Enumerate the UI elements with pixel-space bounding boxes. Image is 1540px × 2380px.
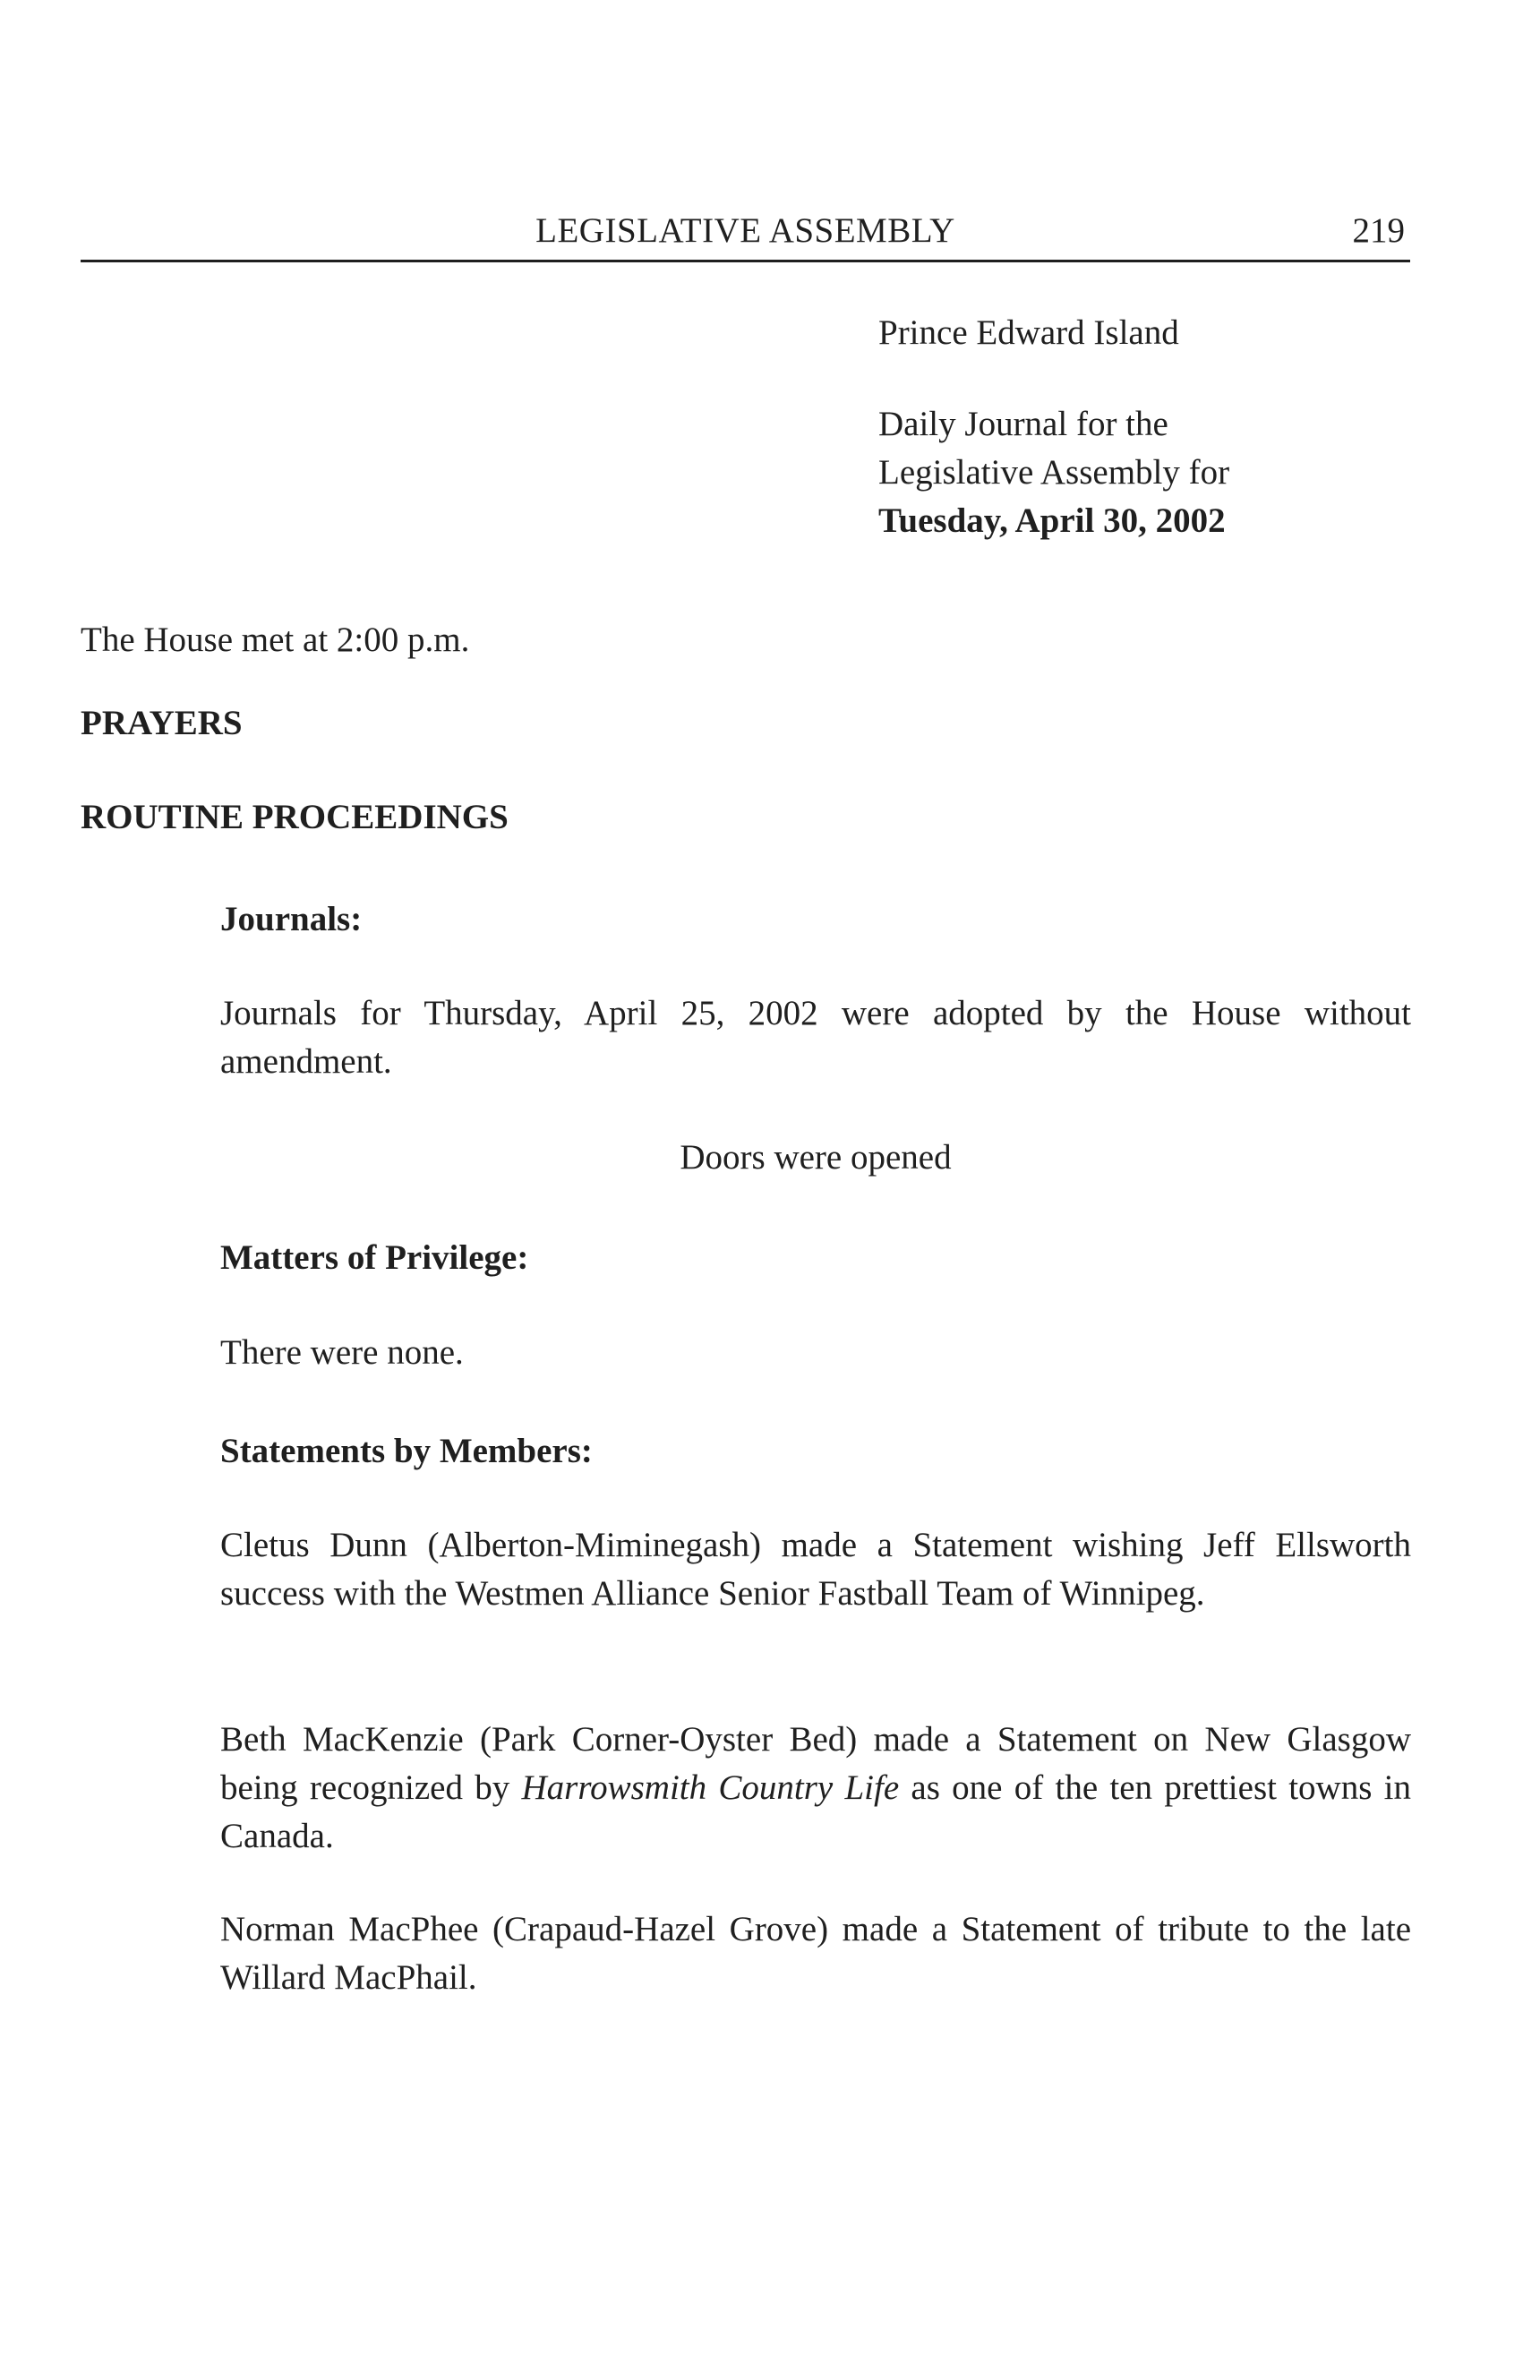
statement-text: Beth MacKenzie (Park Corner-Oyster Bed) made a Statement on New Glasgow being recognized by bbox=[220, 1720, 1411, 1807]
prayers-heading: PRAYERS bbox=[81, 704, 243, 742]
publication-title: Harrowsmith Country Life bbox=[521, 1768, 900, 1807]
statement-text: as one of the ten prettiest towns in Canada. bbox=[220, 1768, 1411, 1855]
journals-heading: Journals: bbox=[220, 900, 363, 938]
statement-item: Norman MacPhee (Crapaud-Hazel Grove) made a Statement of tribute to the late Willard MacPhail. bbox=[220, 1910, 1411, 1997]
routine-proceedings-heading: ROUTINE PROCEEDINGS bbox=[81, 798, 509, 836]
page-number: 219 bbox=[1352, 211, 1405, 250]
province-name: Prince Edward Island bbox=[878, 313, 1179, 352]
sitting-date: Tuesday, April 30, 2002 bbox=[878, 501, 1226, 540]
running-head-title: LEGISLATIVE ASSEMBLY bbox=[535, 211, 955, 250]
journals-text: Journals for Thursday, April 25, 2002 were adopted by the House without amendment. bbox=[220, 994, 1411, 1081]
privilege-heading: Matters of Privilege: bbox=[220, 1238, 529, 1277]
statement-item: Cletus Dunn (Alberton-Miminegash) made a Statement wishing Jeff Ellsworth success with the Westmen Alliance Senior Fastball Team of Winnipeg. bbox=[220, 1526, 1411, 1613]
statement-item bbox=[220, 1716, 1411, 1861]
statements-heading: Statements by Members: bbox=[220, 1432, 593, 1470]
masthead-line-2: Legislative Assembly for bbox=[878, 453, 1230, 492]
header-rule bbox=[81, 260, 1410, 262]
doors-opened: Doors were opened bbox=[680, 1138, 952, 1177]
masthead-line-1: Daily Journal for the bbox=[878, 405, 1168, 443]
opening-line: The House met at 2:00 p.m. bbox=[81, 621, 470, 659]
masthead bbox=[878, 309, 1407, 545]
privilege-text: There were none. bbox=[220, 1333, 464, 1372]
running-head bbox=[81, 208, 1410, 261]
